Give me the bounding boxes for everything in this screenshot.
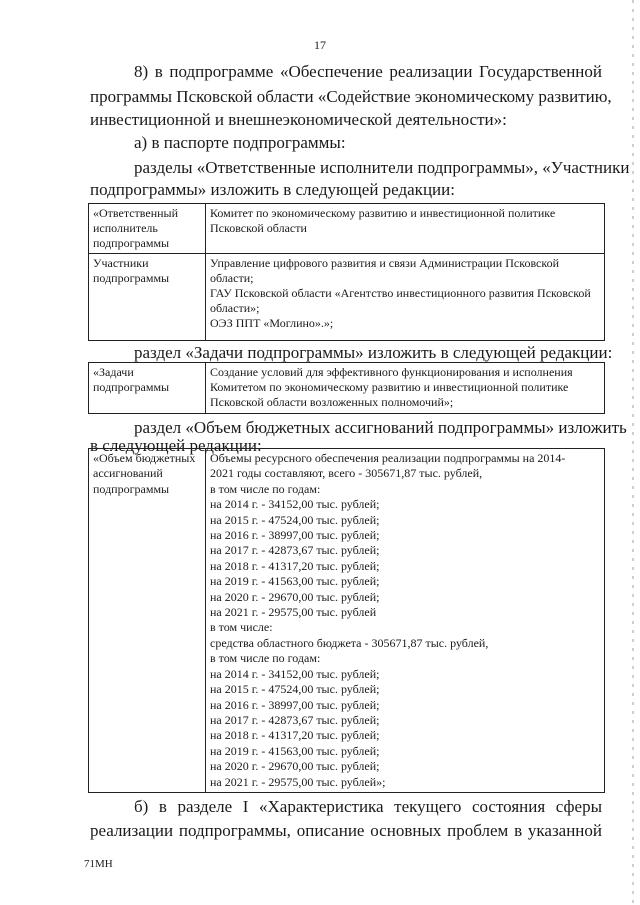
table-row — [89, 204, 605, 254]
budget-line: на 2020 г. - 29670,00 тыс. рублей; — [210, 759, 380, 774]
outro-line-1: б) в разделе I «Характеристика текущего состояния сферы — [134, 797, 602, 816]
budget-line: на 2014 г. - 34152,00 тыс. рублей; — [210, 497, 380, 512]
participant-line: Управление цифрового развития и связи Администрации Псковской области; — [210, 256, 560, 285]
cell-left: «Задачи подпрограммы — [89, 363, 206, 414]
budget-line: на 2014 г. - 34152,00 тыс. рублей; — [210, 666, 380, 681]
section-budget-heading-2: в следующей редакции: — [90, 436, 262, 455]
cell-left: «Ответственный исполнитель подпрограммы — [89, 204, 206, 254]
budget-line: на 2017 г. - 42873,67 тыс. рублей; — [210, 543, 380, 558]
budget-line: на 2021 г. - 29575,00 тыс. рублей — [210, 605, 377, 620]
budget-line: в том числе по годам: — [210, 651, 321, 666]
footer-code: 71МН — [84, 858, 113, 870]
cell-left: «Объем бюджетных ассигнований подпрограммы — [89, 449, 206, 793]
cell-right — [206, 254, 605, 341]
table-row — [89, 254, 605, 341]
budget-line: на 2019 г. - 41563,00 тыс. рублей; — [210, 743, 380, 758]
outro-line-2: реализации подпрограммы, описание основных проблем в указанной — [90, 821, 602, 840]
cell-right: Комитет по экономическому развитию и инвестиционной политике Псковской области — [206, 204, 605, 254]
intro-line-4: а) в паспорте подпрограммы: — [134, 133, 346, 152]
intro-line-3: инвестиционной и внешнеэкономической деятельности»: — [90, 110, 507, 129]
budget-line: в том числе по годам: — [210, 481, 321, 496]
cell-right: Создание условий для эффективного функционирования и исполнения Комитетом по экономическому развитию и инвестиционной политике Псковской области возложенных полномочий»; — [206, 363, 605, 414]
table-budget — [88, 448, 605, 793]
section-budget-heading-1: раздел «Объем бюджетных ассигнований подпрограммы» изложить — [134, 418, 627, 437]
budget-line: на 2015 г. - 47524,00 тыс. рублей; — [210, 682, 380, 697]
intro-line-2: программы Псковской области «Содействие экономическому развитию, — [90, 87, 612, 106]
scan-edge-mark — [632, 0, 634, 905]
cell-left: Участники подпрограммы — [89, 254, 206, 341]
budget-line: на 2017 г. - 42873,67 тыс. рублей; — [210, 712, 380, 727]
page-number: 17 — [314, 38, 326, 52]
budget-line: 2021 годы составляют, всего - 305671,87 тыс. рублей, — [210, 466, 483, 481]
budget-line: в том числе: — [210, 620, 273, 635]
table-tasks — [88, 362, 605, 414]
table-row — [89, 363, 605, 414]
budget-line: на 2016 г. - 38997,00 тыс. рублей; — [210, 697, 380, 712]
budget-line: средства областного бюджета - 305671,87 тыс. рублей, — [210, 635, 489, 650]
budget-line: на 2020 г. - 29670,00 тыс. рублей; — [210, 589, 380, 604]
budget-line: на 2019 г. - 41563,00 тыс. рублей; — [210, 574, 380, 589]
budget-line: на 2015 г. - 47524,00 тыс. рублей; — [210, 512, 380, 527]
budget-line: на 2021 г. - 29575,00 тыс. рублей»; — [210, 774, 386, 789]
budget-line: Объемы ресурсного обеспечения реализации подпрограммы на 2014- — [210, 451, 566, 465]
cell-right — [206, 449, 605, 793]
participant-line: ОЭЗ ППТ «Моглино».»; — [210, 316, 334, 330]
table-row — [89, 449, 605, 793]
budget-line: на 2016 г. - 38997,00 тыс. рублей; — [210, 528, 380, 543]
budget-line: на 2018 г. - 41317,20 тыс. рублей; — [210, 558, 380, 573]
intro-line-5: разделы «Ответственные исполнители подпрограммы», «Участники — [134, 158, 630, 177]
section-tasks-heading: раздел «Задачи подпрограммы» изложить в следующей редакции: — [134, 343, 613, 362]
budget-line: на 2018 г. - 41317,20 тыс. рублей; — [210, 728, 380, 743]
table-responsible-executors — [88, 203, 605, 341]
intro-line-1: 8) в подпрограмме «Обеспечение реализации Государственной — [134, 62, 602, 81]
participant-line: ГАУ Псковской области «Агентство инвестиционного развития Псковской области»; — [210, 286, 591, 315]
intro-line-6: подпрограммы» изложить в следующей редакции: — [90, 180, 455, 199]
